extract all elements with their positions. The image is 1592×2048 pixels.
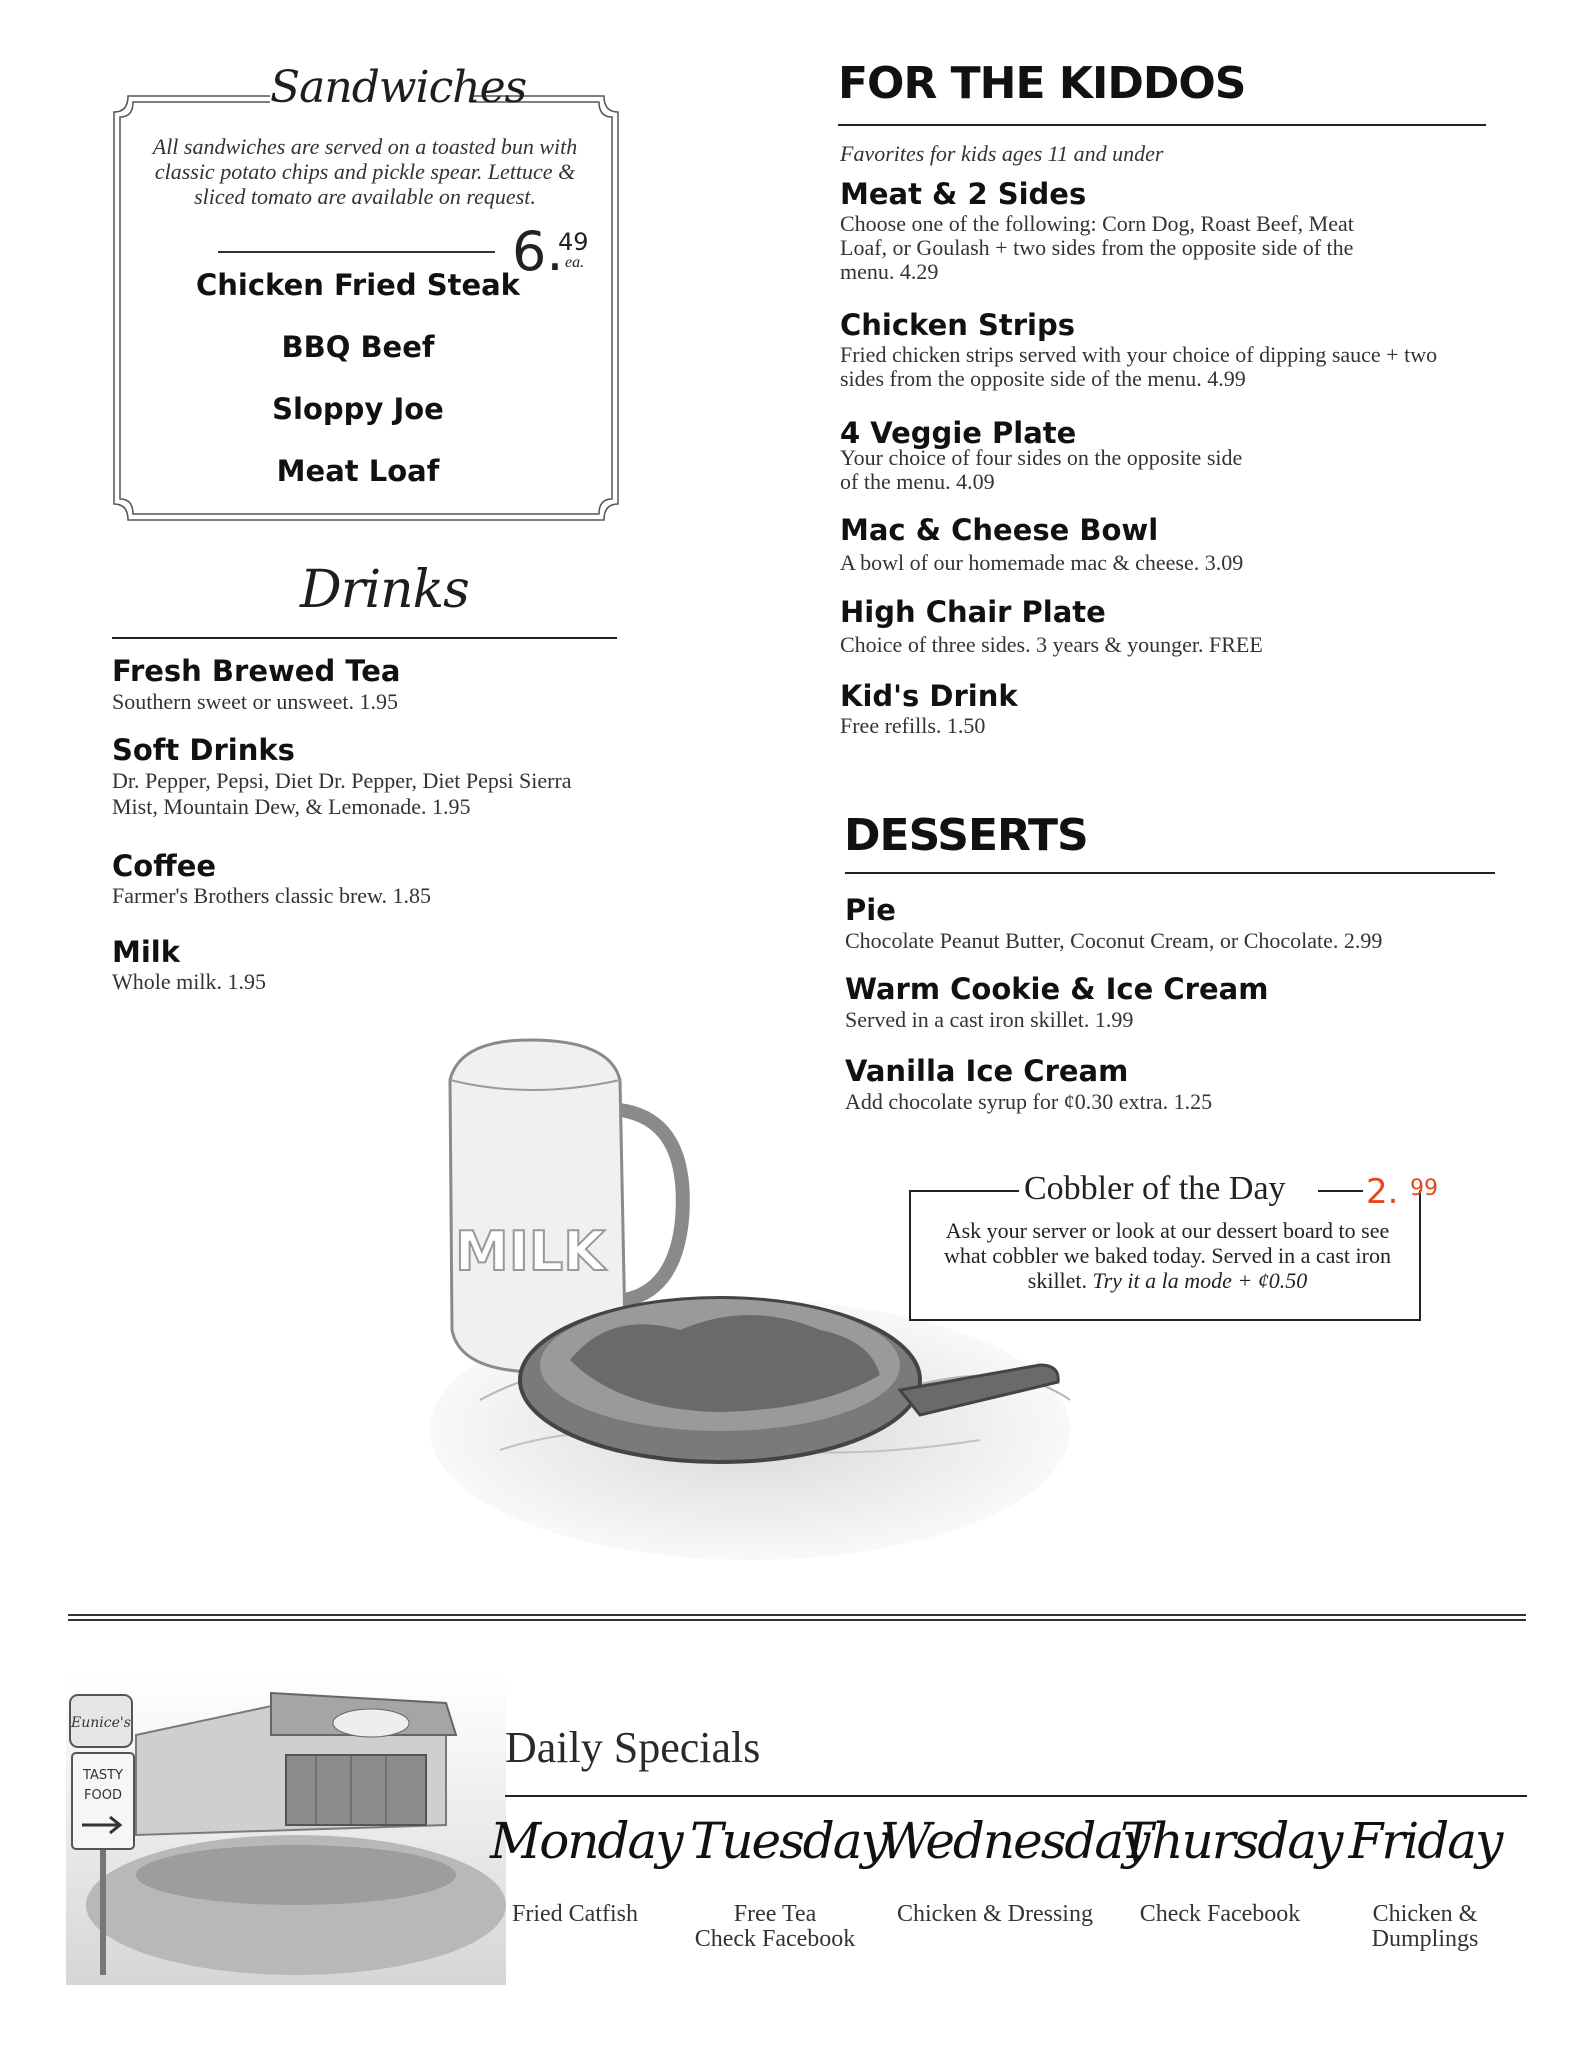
- store-sign-line1: TASTY: [83, 1768, 123, 1783]
- milk-jug-label: MILK: [454, 1220, 606, 1283]
- cobbler-price: 2.: [1366, 1172, 1399, 1212]
- kids-item-name: Kid's Drink: [840, 679, 1018, 713]
- kids-subtitle: Favorites for kids ages 11 and under: [840, 141, 1164, 166]
- drink-name: Soft Drinks: [112, 733, 295, 767]
- drink-desc: Farmer's Brothers classic brew. 1.85: [112, 883, 432, 908]
- dessert-name: Warm Cookie & Ice Cream: [845, 972, 1269, 1006]
- sandwiches-price-unit: ea.: [565, 254, 585, 271]
- special-wednesday: Chicken & Dressing: [897, 1901, 1093, 1927]
- drink-name: Coffee: [112, 849, 217, 883]
- drink-desc: Whole milk. 1.95: [112, 969, 266, 994]
- daily-specials-divider: [505, 1795, 1527, 1797]
- kids-item-name: Meat & 2 Sides: [840, 177, 1087, 211]
- cobbler-price-cents: 99: [1410, 1176, 1438, 1201]
- kids-item-desc: Choice of three sides. 3 years & younger. FREE: [840, 632, 1263, 657]
- dessert-name: Pie: [845, 893, 896, 927]
- kids-item-desc: Choose one of the following: Corn Dog, Roast Beef, Meat Loaf, or Goulash + two sides from the opposite side of the menu. 4.29: [840, 211, 1354, 284]
- cobbler-title: Cobbler of the Day: [1024, 1170, 1286, 1207]
- kids-item-desc: Free refills. 1.50: [840, 713, 986, 738]
- daily-specials-title: Daily Specials: [505, 1723, 761, 1772]
- store-sign-line2: FOOD: [84, 1788, 122, 1803]
- kids-item-name: Mac & Cheese Bowl: [840, 513, 1159, 547]
- kids-item-name: High Chair Plate: [840, 595, 1106, 629]
- desserts-title: DESSERTS: [844, 810, 1088, 861]
- store-sketch-illustration: [66, 1675, 506, 1985]
- special-thursday: Check Facebook: [1139, 1901, 1301, 1927]
- cobbler-text: [925, 1218, 1410, 1293]
- sandwich-item: Meat Loaf: [276, 454, 440, 488]
- dessert-desc: Served in a cast iron skillet. 1.99: [845, 1007, 1134, 1032]
- sandwiches-title: Sandwiches: [270, 62, 527, 113]
- sandwiches-price: 6.: [512, 220, 564, 283]
- desserts-divider: [845, 872, 1495, 874]
- kids-item-desc: Your choice of four sides on the opposite side of the menu. 4.09: [840, 445, 1243, 494]
- drink-desc: Dr. Pepper, Pepsi, Diet Dr. Pepper, Diet Pepsi Sierra Mist, Mountain Dew, & Lemonade. 1.95: [112, 768, 572, 819]
- special-monday: Fried Catfish: [512, 1901, 638, 1927]
- store-sign-name: Eunice's: [71, 1715, 131, 1731]
- cobbler-box-top-left: [909, 1190, 1019, 1192]
- section-separator-top: [68, 1614, 1526, 1616]
- day-thursday: Thursday: [1120, 1812, 1342, 1870]
- kids-title: FOR THE KIDDOS: [838, 58, 1246, 109]
- day-monday: Monday: [490, 1812, 682, 1870]
- drink-name: Milk: [112, 935, 181, 969]
- cobbler-text-italic: Try it a la mode + ¢0.50: [1092, 1268, 1308, 1293]
- sandwich-item: BBQ Beef: [281, 330, 435, 364]
- drinks-divider: [112, 637, 617, 639]
- sandwich-item: Sloppy Joe: [272, 392, 444, 426]
- kids-divider: [838, 124, 1486, 126]
- kids-item-desc: Fried chicken strips served with your choice of dipping sauce + two sides from the opposite side of the menu. 4.99: [840, 342, 1438, 391]
- sandwiches-intro: All sandwiches are served on a toasted bun with classic potato chips and pickle spear. Lettuce & sliced tomato are available on request.: [152, 134, 578, 209]
- dessert-desc: Chocolate Peanut Butter, Coconut Cream, or Chocolate. 2.99: [845, 928, 1383, 953]
- special-tuesday: Free Tea Check Facebook: [694, 1901, 856, 1952]
- drinks-title: Drinks: [300, 560, 469, 620]
- day-friday: Friday: [1348, 1812, 1502, 1870]
- cobbler-text-main: Ask your server or look at our dessert board to see what cobbler we baked today. Served in a cast iron skillet.: [944, 1218, 1391, 1293]
- dessert-desc: Add chocolate syrup for ¢0.30 extra. 1.25: [845, 1089, 1213, 1114]
- kids-item-name: 4 Veggie Plate: [840, 416, 1077, 450]
- sandwiches-divider: [218, 251, 495, 253]
- dessert-name: Vanilla Ice Cream: [845, 1054, 1129, 1088]
- sandwiches-price-cents: 49: [558, 228, 589, 256]
- cobbler-box-top-right: [1318, 1190, 1363, 1192]
- kids-item-name: Chicken Strips: [840, 308, 1075, 342]
- special-friday: Chicken & Dumplings: [1371, 1901, 1479, 1952]
- day-wednesday: Wednesday: [880, 1812, 1149, 1870]
- drink-desc: Southern sweet or unsweet. 1.95: [112, 689, 398, 714]
- sandwich-item: Chicken Fried Steak: [196, 268, 520, 302]
- kids-item-desc: A bowl of our homemade mac & cheese. 3.09: [840, 550, 1244, 575]
- drink-name: Fresh Brewed Tea: [112, 654, 401, 688]
- day-tuesday: Tuesday: [690, 1812, 887, 1870]
- section-separator-bottom: [68, 1619, 1526, 1621]
